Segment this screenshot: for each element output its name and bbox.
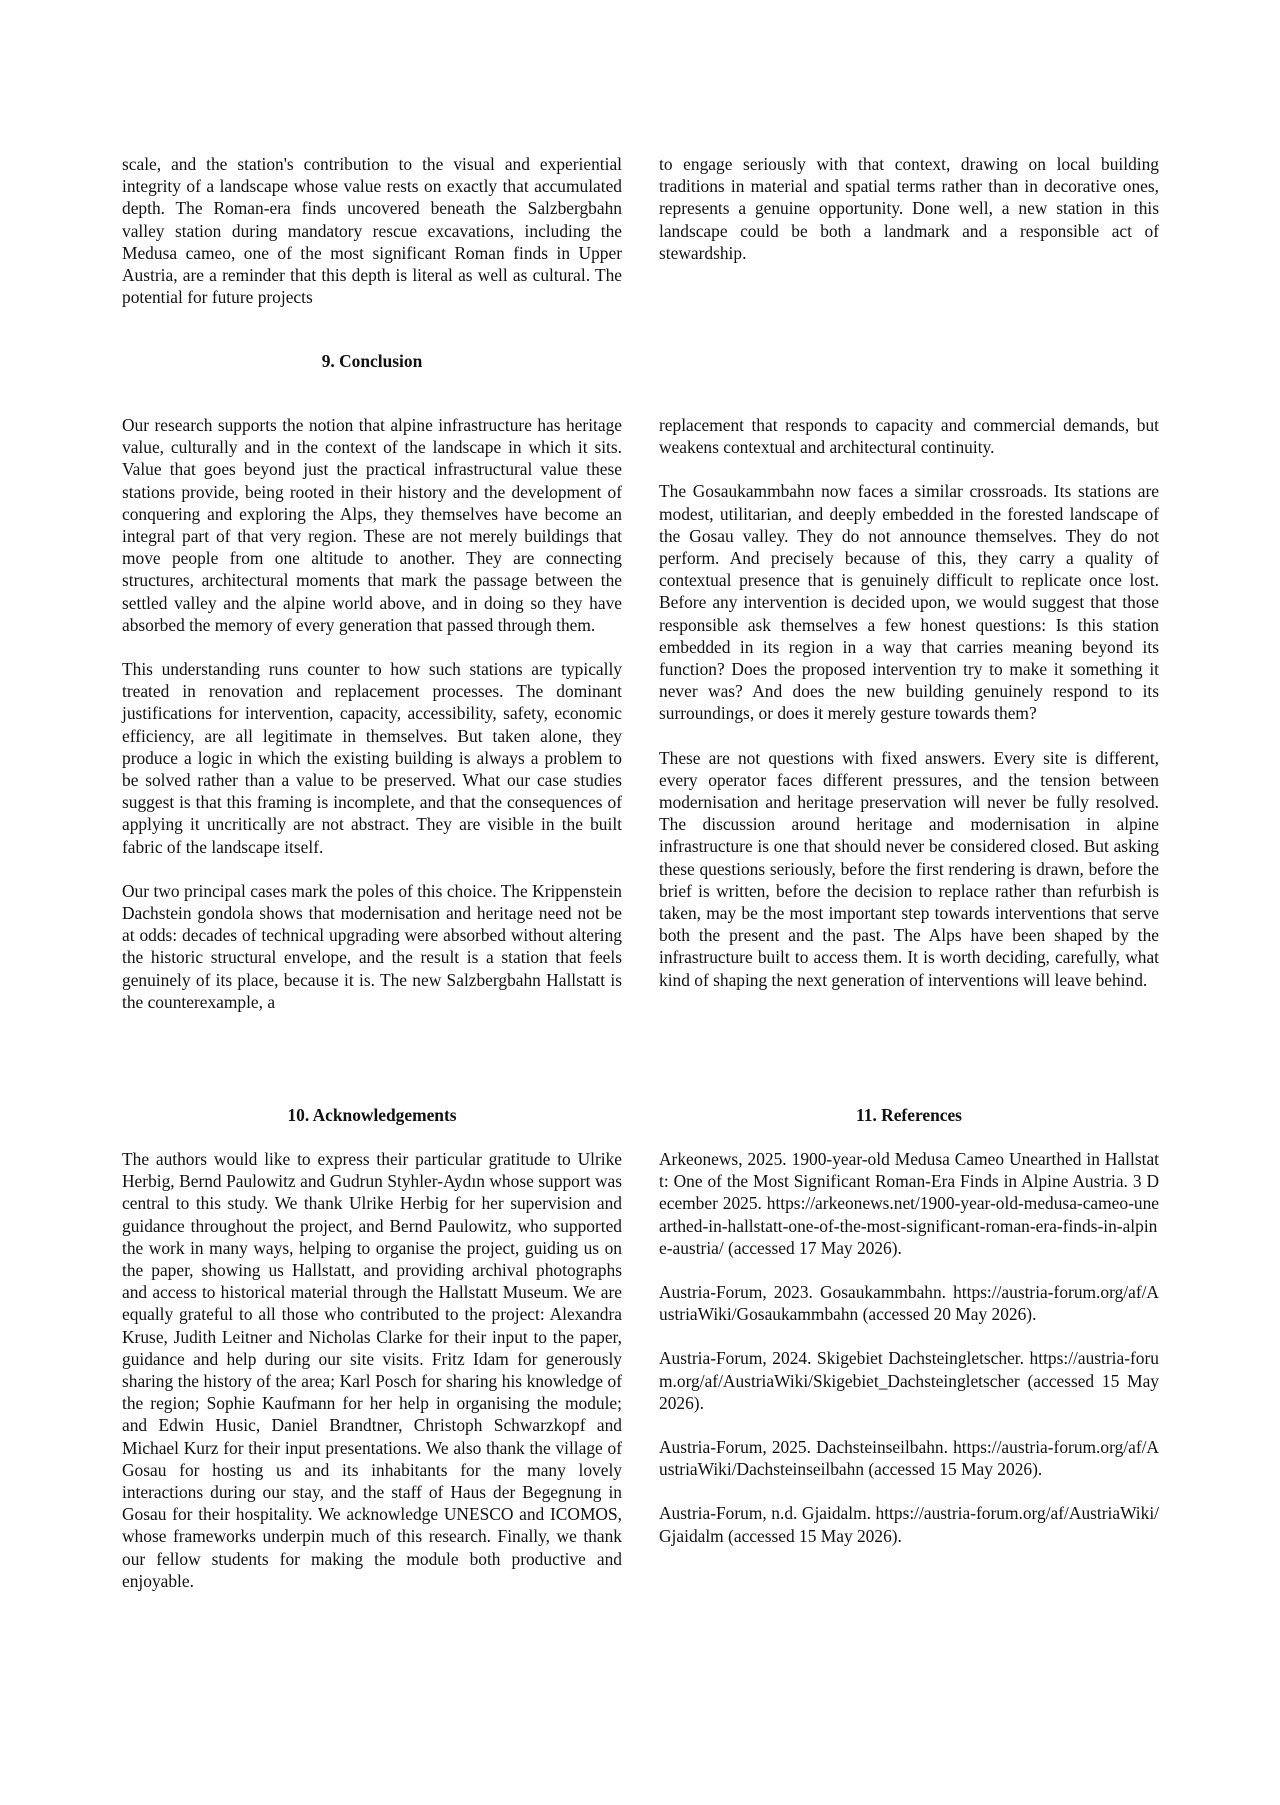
- conclusion-left-column: [122, 414, 622, 1013]
- carryover-right-paragraph: to engage seriously with that context, drawing on local building traditions in material and spatial terms rather than in decorative ones, represents a genuine opportunity. Done well, a new station in this landscape could be both a landmark and a responsible act of stewardship.: [659, 154, 1159, 263]
- conclusion-heading: 9. Conclusion: [321, 351, 423, 371]
- conclusion-paragraph-2: This understanding runs counter to how such stations are typically treated in renovation and replacement processes. The dominant justifications for intervention, capacity, accessibility, safety, economic efficiency, are all legitimate in themselves. But taken alone, they produce a logic in which the existing building is always a problem to be solved rather than a value to be preserved. What our case studies suggest is that this framing is incomplete, and that the consequences of applying it uncritically are not abstract. They are visible in the built fabric of the landscape itself.: [122, 659, 622, 857]
- conclusion-paragraph-5: The Gosaukammbahn now faces a similar crossroads. Its stations are modest, utilitarian, and deeply embedded in the forested landscape of the Gosau valley. They do not announce themselves. They do not perform. And precisely because of this, they carry a quality of contextual presence that is genuinely difficult to replicate once lost. Before any intervention is decided upon, we would suggest that those responsible ask themselves a few honest questions: Is this station embedded in its region in a way that carries meaning beyond its function? Does the proposed intervention try to make it something it never was? And does the new building genuinely respond to its surroundings, or does it merely gesture towards them?: [659, 481, 1159, 724]
- carryover-right-column: [659, 153, 1159, 264]
- conclusion-paragraph-6: These are not questions with fixed answers. Every site is different, every operator faces different pressures, and the tension between modernisation and heritage preservation will never be fully resolved. The discussion around heritage and modernisation in alpine infrastructure is one that should never be considered closed. But asking these questions seriously, before the first rendering is drawn, before the brief is written, before the decision to replace rather than refurbish is taken, may be the most important step towards interventions that serve both the present and the past. The Alps have been shaped by the infrastructure built to access them. It is worth deciding, carefully, what kind of shaping the next generation of interventions will leave behind.: [659, 747, 1159, 990]
- conclusion-paragraph-1: Our research supports the notion that alpine infrastructure has heritage value, culturally and in the context of the landscape in which it sits. Value that goes beyond just the practical infrastructural value these stations provide, being rooted in their history and the development of conquering and exploring the Alps, they themselves have become an integral part of that very region. These are not merely buildings that move people from one altitude to another. They are connecting structures, architectural moments that mark the passage between the settled valley and the alpine world above, and in doing so they have absorbed the memory of every generation that passed through them.: [122, 415, 622, 635]
- acknowledgements-heading: 10. Acknowledgements: [287, 1105, 457, 1125]
- reference-item: Austria-Forum, n.d. Gjaidalm. https://austria-forum.org/af/AustriaWiki/Gjaidalm (accessed 15 May 2026).: [659, 1503, 1159, 1546]
- reference-item: Arkeonews, 2025. 1900-year-old Medusa Cameo Unearthed in Hallstatt: One of the Most Significant Roman-Era Finds in Alpine Austria. 3 December 2025. https://arkeonews.net/1900-year-old-medusa-cameo-unearthed-in-hallstatt-one-of-the-most-significant-roman-era-finds-in-alpine-austria/ (accessed 17 May 2026).: [659, 1149, 1159, 1258]
- acknowledgements-column: [122, 1148, 622, 1592]
- references-heading: 11. References: [856, 1105, 962, 1125]
- conclusion-paragraph-3: Our two principal cases mark the poles of this choice. The Krippenstein Dachstein gondola shows that modernisation and heritage need not be at odds: decades of technical upgrading were absorbed without altering the historic structural envelope, and the result is a station that feels genuinely of its place, because it is. The new Salzbergbahn Hallstatt is the counterexample, a: [122, 880, 622, 1012]
- reference-item: Austria-Forum, 2025. Dachsteinseilbahn. https://austria-forum.org/af/AustriaWiki/Dachsteinseilbahn (accessed 15 May 2026).: [659, 1437, 1159, 1480]
- acknowledgements-paragraph: The authors would like to express their particular gratitude to Ulrike Herbig, Bernd Paulowitz and Gudrun Styhler-Aydın whose support was central to this study. We thank Ulrike Herbig for her supervision and guidance throughout the project, and Bernd Paulowitz, who supported the work in many ways, helping to organise the project, guiding us on the paper, showing us Hallstatt, and providing archival photographs and access to historical material through the Hallstatt Museum. We are equally grateful to all those who contributed to the project: Alexandra Kruse, Judith Leitner and Nicholas Clarke for their input to the paper, guidance and help during our site visits. Fritz Idam for generously sharing the history of the area; Karl Posch for sharing his knowledge of the region; Sophie Kaufmann for her help in organising the module; and Edwin Husic, Daniel Brandtner, Christoph Schwarzkopf and Michael Kurz for their input presentations. We also thank the village of Gosau for hosting us and its inhabitants for the many lovely interactions during our stay, and the staff of Haus der Begegnung in Gosau for their hospitality. We acknowledge UNESCO and ICOMOS, whose frameworks underpin much of this research. Finally, we thank our fellow students for making the module both productive and enjoyable.: [122, 1149, 622, 1591]
- carryover-left-paragraph: scale, and the station's contribution to the visual and experiential integrity of a landscape whose value rests on exactly that accumulated depth. The Roman-era finds uncovered beneath the Salzbergbahn valley station during mandatory rescue excavations, including the Medusa cameo, one of the most significant Roman finds in Upper Austria, are a reminder that this depth is literal as well as cultural. The potential for future projects: [122, 154, 622, 308]
- carryover-left-column: [122, 153, 622, 308]
- reference-item: Austria-Forum, 2023. Gosaukammbahn. https://austria-forum.org/af/AustriaWiki/Gosaukammbahn (accessed 20 May 2026).: [659, 1282, 1159, 1325]
- conclusion-right-column: [659, 414, 1159, 991]
- conclusion-paragraph-4: replacement that responds to capacity and commercial demands, but weakens contextual and architectural continuity.: [659, 415, 1159, 458]
- reference-item: Austria-Forum, 2024. Skigebiet Dachsteingletscher. https://austria-forum.org/af/AustriaWiki/Skigebiet_Dachsteingletscher (accessed 15 May 2026).: [659, 1348, 1159, 1413]
- references-list: [659, 1148, 1159, 1547]
